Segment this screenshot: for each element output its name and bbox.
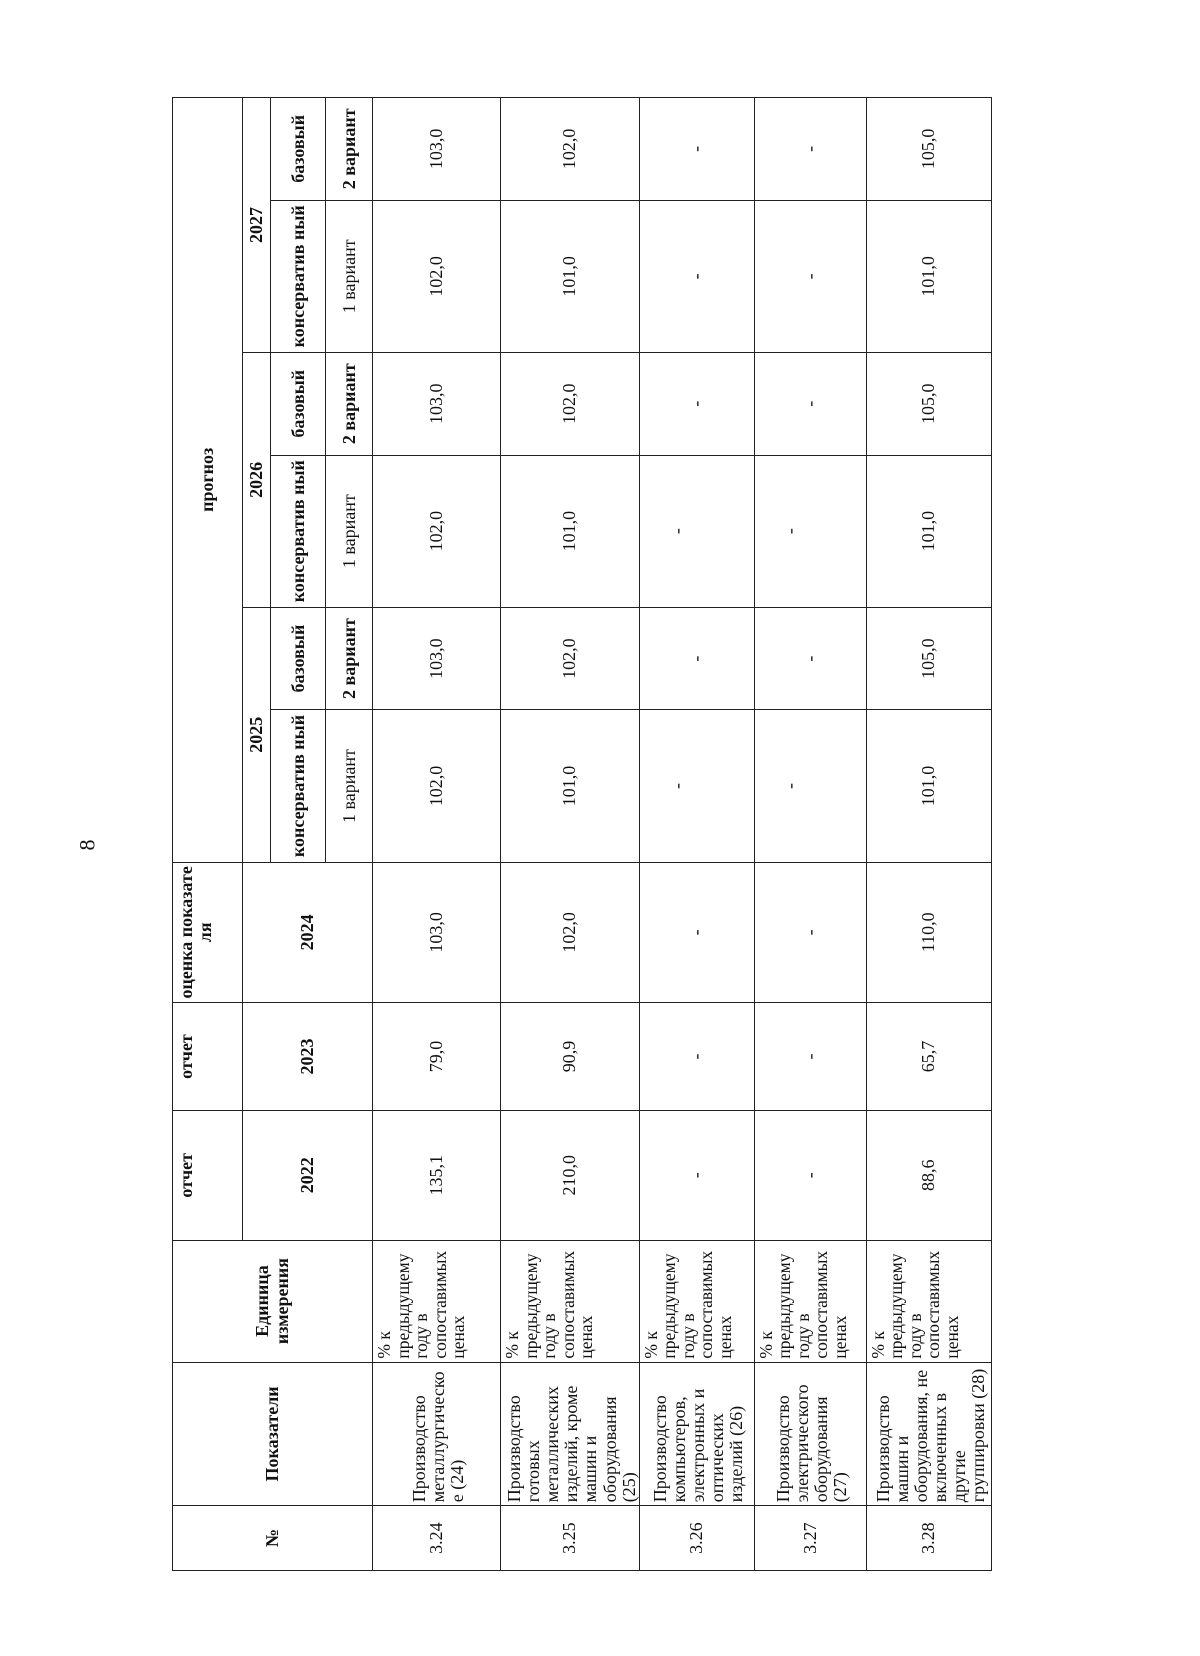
row-unit: % к предыдущему году в сопоставимых ценах bbox=[866, 1240, 991, 1362]
cell-2025-base: - bbox=[754, 607, 866, 710]
cell-2027-base: 105,0 bbox=[866, 98, 991, 201]
cell-2024: - bbox=[754, 862, 866, 1002]
table-row bbox=[373, 98, 501, 1571]
cell-2026-conservative: 101,0 bbox=[501, 455, 640, 607]
row-unit: % к предыдущему году в сопоставимых ценах bbox=[639, 1240, 754, 1362]
cell-2027-conservative: - bbox=[754, 200, 866, 352]
cell-2024: 102,0 bbox=[501, 862, 640, 1002]
page-number: 8 bbox=[74, 839, 100, 851]
row-indicator: Производство металлургическое (24) bbox=[373, 1362, 501, 1506]
cell-2027-base: 102,0 bbox=[501, 98, 640, 201]
header-row-1 bbox=[173, 98, 243, 1571]
cell-2025-conservative: 101,0 bbox=[501, 710, 640, 862]
cell-2026-base: 102,0 bbox=[501, 352, 640, 455]
cell-2025-conservative: - bbox=[754, 710, 866, 862]
header-year-2024: 2024 bbox=[243, 862, 373, 1002]
cell-2026-conservative: - bbox=[639, 455, 754, 607]
header-2025-variant-1: 1 вариант bbox=[326, 710, 373, 862]
header-year-2025: 2025 bbox=[243, 607, 271, 862]
row-no: 3.28 bbox=[866, 1506, 991, 1571]
row-no: 3.24 bbox=[373, 1506, 501, 1571]
cell-2024: 103,0 bbox=[373, 862, 501, 1002]
cell-2023: 79,0 bbox=[373, 1003, 501, 1111]
header-no: № bbox=[173, 1506, 373, 1571]
cell-2025-conservative: 101,0 bbox=[866, 710, 991, 862]
header-report-2022: отчет bbox=[173, 1111, 243, 1241]
cell-2027-base: 103,0 bbox=[373, 98, 501, 201]
cell-2027-base: - bbox=[639, 98, 754, 201]
cell-2022: 135,1 bbox=[373, 1111, 501, 1241]
table-row bbox=[501, 98, 640, 1571]
header-2027-variant-2: 2 вариант bbox=[326, 98, 373, 201]
header-2025-variant-2: 2 вариант bbox=[326, 607, 373, 710]
cell-2026-base: 105,0 bbox=[866, 352, 991, 455]
header-year-2022: 2022 bbox=[243, 1111, 373, 1241]
cell-2024: - bbox=[639, 862, 754, 1002]
cell-2025-base: - bbox=[639, 607, 754, 710]
cell-2023: 65,7 bbox=[866, 1003, 991, 1111]
header-estimate-2024: оценка показате ля bbox=[173, 862, 243, 1002]
cell-2023: 90,9 bbox=[501, 1003, 640, 1111]
header-2026-conservative: консерватив ный bbox=[271, 455, 326, 607]
cell-2027-conservative: 101,0 bbox=[866, 200, 991, 352]
table-row bbox=[866, 98, 991, 1571]
table-row bbox=[754, 98, 866, 1571]
cell-2026-conservative: 102,0 bbox=[373, 455, 501, 607]
cell-2022: - bbox=[754, 1111, 866, 1241]
cell-2025-conservative: - bbox=[639, 710, 754, 862]
header-indicator: Показатели bbox=[173, 1362, 373, 1506]
header-2026-base: базовый bbox=[271, 352, 326, 455]
cell-2024: 110,0 bbox=[866, 862, 991, 1002]
row-indicator: Производство электрического оборудования (27) bbox=[754, 1362, 866, 1506]
cell-2023: - bbox=[754, 1003, 866, 1111]
cell-2027-conservative: 102,0 bbox=[373, 200, 501, 352]
cell-2026-conservative: 101,0 bbox=[866, 455, 991, 607]
row-unit: % к предыдущему году в сопоставимых ценах bbox=[373, 1240, 501, 1362]
header-year-2026: 2026 bbox=[243, 352, 271, 607]
row-no: 3.25 bbox=[501, 1506, 640, 1571]
cell-2023: - bbox=[639, 1003, 754, 1111]
table-row bbox=[639, 98, 754, 1571]
header-2025-base: базовый bbox=[271, 607, 326, 710]
cell-2026-conservative: - bbox=[754, 455, 866, 607]
cell-2027-base: - bbox=[754, 98, 866, 201]
cell-2025-base: 102,0 bbox=[501, 607, 640, 710]
cell-2025-base: 105,0 bbox=[866, 607, 991, 710]
header-year-2027: 2027 bbox=[243, 98, 271, 353]
cell-2022: - bbox=[639, 1111, 754, 1241]
header-2027-conservative: консерватив ный bbox=[271, 200, 326, 352]
cell-2026-base: - bbox=[754, 352, 866, 455]
cell-2022: 88,6 bbox=[866, 1111, 991, 1241]
cell-2025-base: 103,0 bbox=[373, 607, 501, 710]
header-year-2023: 2023 bbox=[243, 1003, 373, 1111]
row-unit: % к предыдущему году в сопоставимых ценах bbox=[501, 1240, 640, 1362]
row-indicator: Производство машин и оборудования, не включенных в другие группировки (28) bbox=[866, 1362, 991, 1506]
row-indicator: Производство готовых металлических изделий, кроме машин и оборудования (25) bbox=[501, 1362, 640, 1506]
rotated-table-container bbox=[172, 97, 992, 1571]
cell-2027-conservative: - bbox=[639, 200, 754, 352]
header-2027-variant-1: 1 вариант bbox=[326, 200, 373, 352]
header-2026-variant-1: 1 вариант bbox=[326, 455, 373, 607]
cell-2027-conservative: 101,0 bbox=[501, 200, 640, 352]
row-indicator: Производство компьютеров, электронных и оптических изделий (26) bbox=[639, 1362, 754, 1506]
row-no: 3.27 bbox=[754, 1506, 866, 1571]
header-2026-variant-2: 2 вариант bbox=[326, 352, 373, 455]
cell-2022: 210,0 bbox=[501, 1111, 640, 1241]
header-2025-conservative: консерватив ный bbox=[271, 710, 326, 862]
header-forecast: прогноз bbox=[173, 98, 243, 863]
row-unit: % к предыдущему году в сопоставимых ценах bbox=[754, 1240, 866, 1362]
cell-2025-conservative: 102,0 bbox=[373, 710, 501, 862]
cell-2026-base: 103,0 bbox=[373, 352, 501, 455]
header-2027-base: базовый bbox=[271, 98, 326, 201]
forecast-table bbox=[172, 97, 992, 1571]
header-report-2023: отчет bbox=[173, 1003, 243, 1111]
header-unit: Единица измерения bbox=[173, 1240, 373, 1362]
row-no: 3.26 bbox=[639, 1506, 754, 1571]
cell-2026-base: - bbox=[639, 352, 754, 455]
